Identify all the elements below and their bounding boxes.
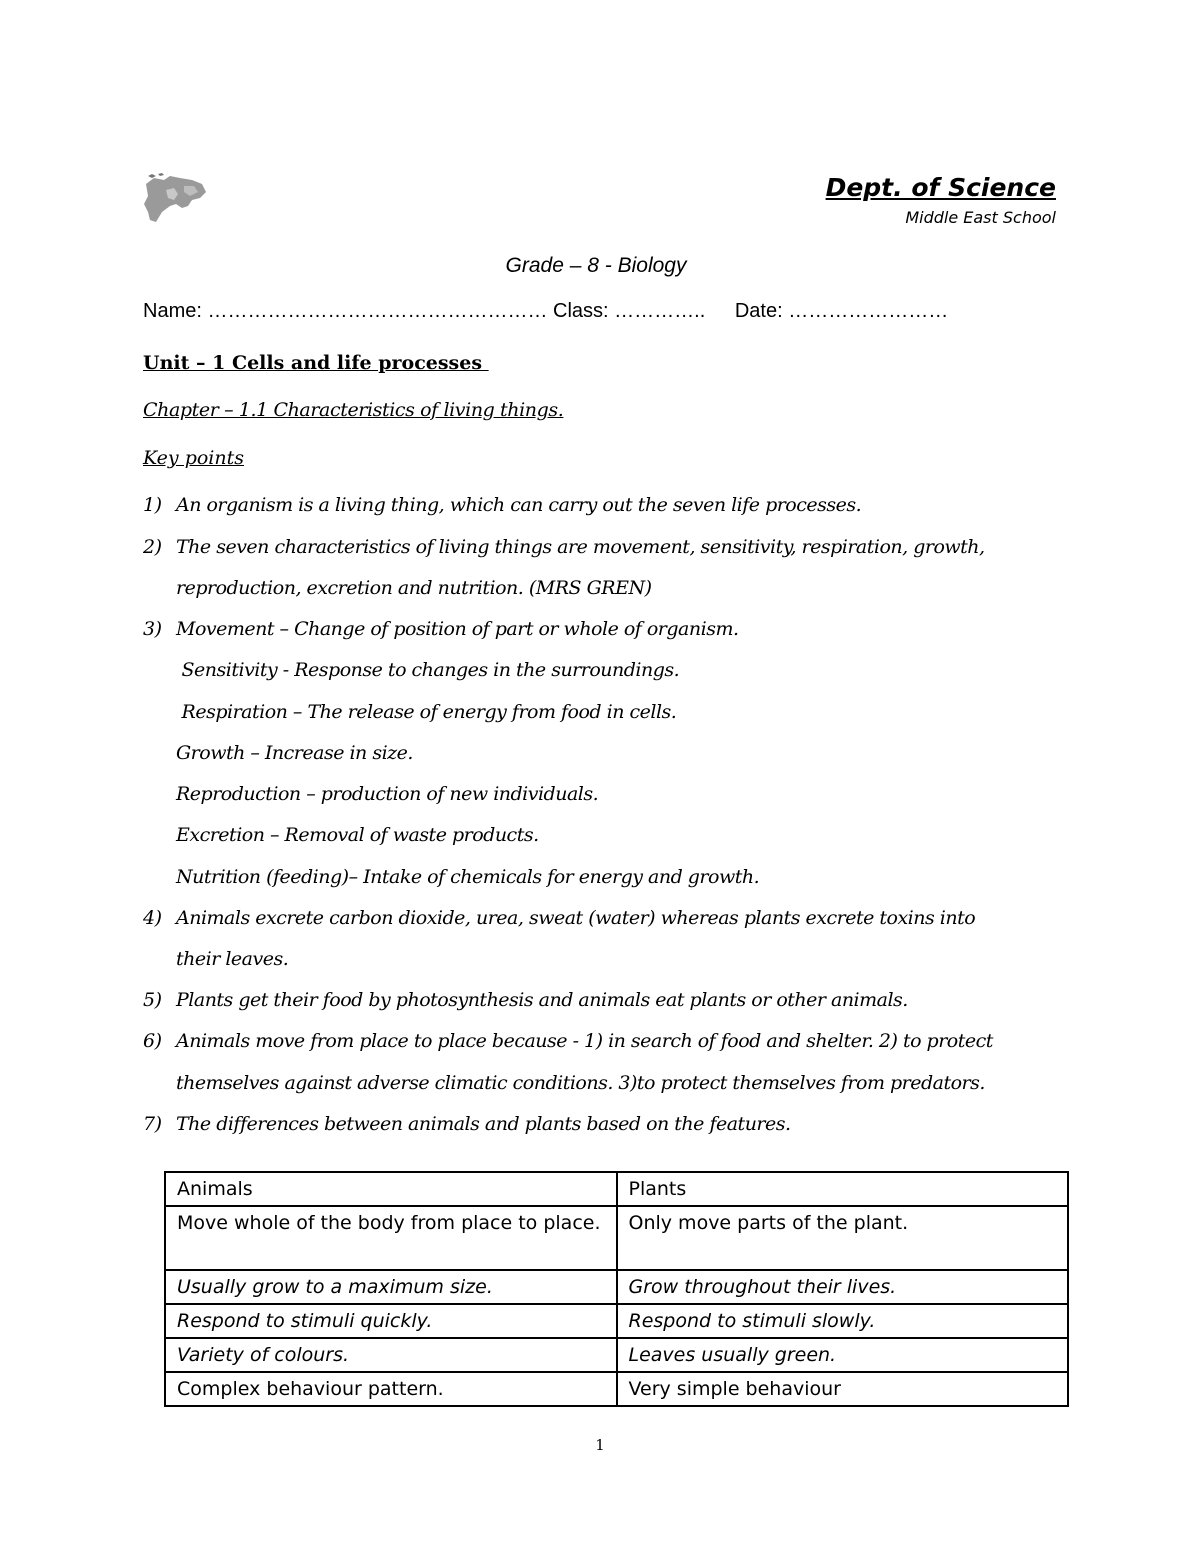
table-cell: Grow throughout their lives. — [617, 1270, 1069, 1304]
table-row — [165, 1304, 1068, 1338]
table-cell: Leaves usually green. — [617, 1338, 1069, 1372]
key-point-2-cont: reproduction, excretion and nutrition. (MRS GREN) — [176, 577, 652, 599]
key-point-3-growth: Growth – Increase in size. — [176, 742, 413, 764]
table-row — [165, 1270, 1068, 1304]
key-point-6-cont: themselves against adverse climatic conditions. 3)to protect themselves from predators. — [176, 1072, 985, 1094]
table-row — [165, 1206, 1068, 1270]
dept-title: Dept. of Science — [825, 173, 1056, 202]
class-label: Class: — [553, 300, 609, 322]
table-row — [165, 1372, 1068, 1406]
table-cell: Usually grow to a maximum size. — [165, 1270, 617, 1304]
key-point-3: 3) Movement – Change of position of part or whole of organism. — [143, 618, 739, 640]
key-point-3-sensitivity: Sensitivity - Response to changes in the surroundings. — [176, 659, 680, 681]
table-row — [165, 1338, 1068, 1372]
date-field[interactable]: …………………… — [788, 300, 949, 322]
table-cell: Only move parts of the plant. — [617, 1206, 1069, 1270]
key-point-3-respiration: Respiration – The release of energy from food in cells. — [176, 701, 677, 723]
table-cell: Very simple behaviour — [617, 1372, 1069, 1406]
unit-heading: Unit – 1 Cells and life processes — [143, 352, 489, 374]
department-heading — [826, 172, 1056, 227]
header-plants: Plants — [617, 1172, 1069, 1206]
worksheet-title: Grade – 8 - Biology — [505, 254, 687, 277]
animals-plants-table — [164, 1171, 1069, 1407]
key-point-6: 6) Animals move from place to place because - 1) in search of food and shelter. 2) to protect — [143, 1030, 993, 1052]
name-field[interactable]: …………………………………………… — [207, 300, 548, 322]
key-point-3-reproduction: Reproduction – production of new individuals. — [176, 783, 599, 805]
key-point-3-nutrition: Nutrition (feeding)– Intake of chemicals for energy and growth. — [176, 866, 760, 888]
key-point-4-cont: their leaves. — [176, 948, 289, 970]
table-cell: Complex behaviour pattern. — [165, 1372, 617, 1406]
date-label: Date: — [734, 300, 783, 322]
world-map-logo — [140, 172, 212, 228]
class-field[interactable]: ………….. — [614, 300, 706, 322]
table-cell: Move whole of the body from place to place. — [165, 1206, 617, 1270]
name-label: Name: — [143, 300, 202, 322]
key-point-5: 5) Plants get their food by photosynthesis and animals eat plants or other animals. — [143, 989, 908, 1011]
key-point-1: 1) An organism is a living thing, which can carry out the seven life processes. — [143, 494, 862, 516]
key-point-7: 7) The differences between animals and plants based on the features. — [143, 1113, 791, 1135]
key-point-2: 2) The seven characteristics of living things are movement, sensitivity, respiration, growth, — [143, 536, 985, 558]
school-name: Middle East School — [905, 208, 1056, 227]
key-point-3-excretion: Excretion – Removal of waste products. — [176, 824, 539, 846]
page-number: 1 — [595, 1436, 605, 1454]
student-info-line — [143, 300, 948, 323]
key-points-heading: Key points — [143, 447, 245, 469]
table-cell: Respond to stimuli slowly. — [617, 1304, 1069, 1338]
table-cell: Variety of colours. — [165, 1338, 617, 1372]
chapter-heading: Chapter – 1.1 Characteristics of living things. — [143, 399, 564, 421]
table-cell: Respond to stimuli quickly. — [165, 1304, 617, 1338]
header-animals: Animals — [165, 1172, 617, 1206]
key-point-4: 4) Animals excrete carbon dioxide, urea, sweat (water) whereas plants excrete toxins into — [143, 907, 976, 929]
table-header-row — [165, 1172, 1068, 1206]
